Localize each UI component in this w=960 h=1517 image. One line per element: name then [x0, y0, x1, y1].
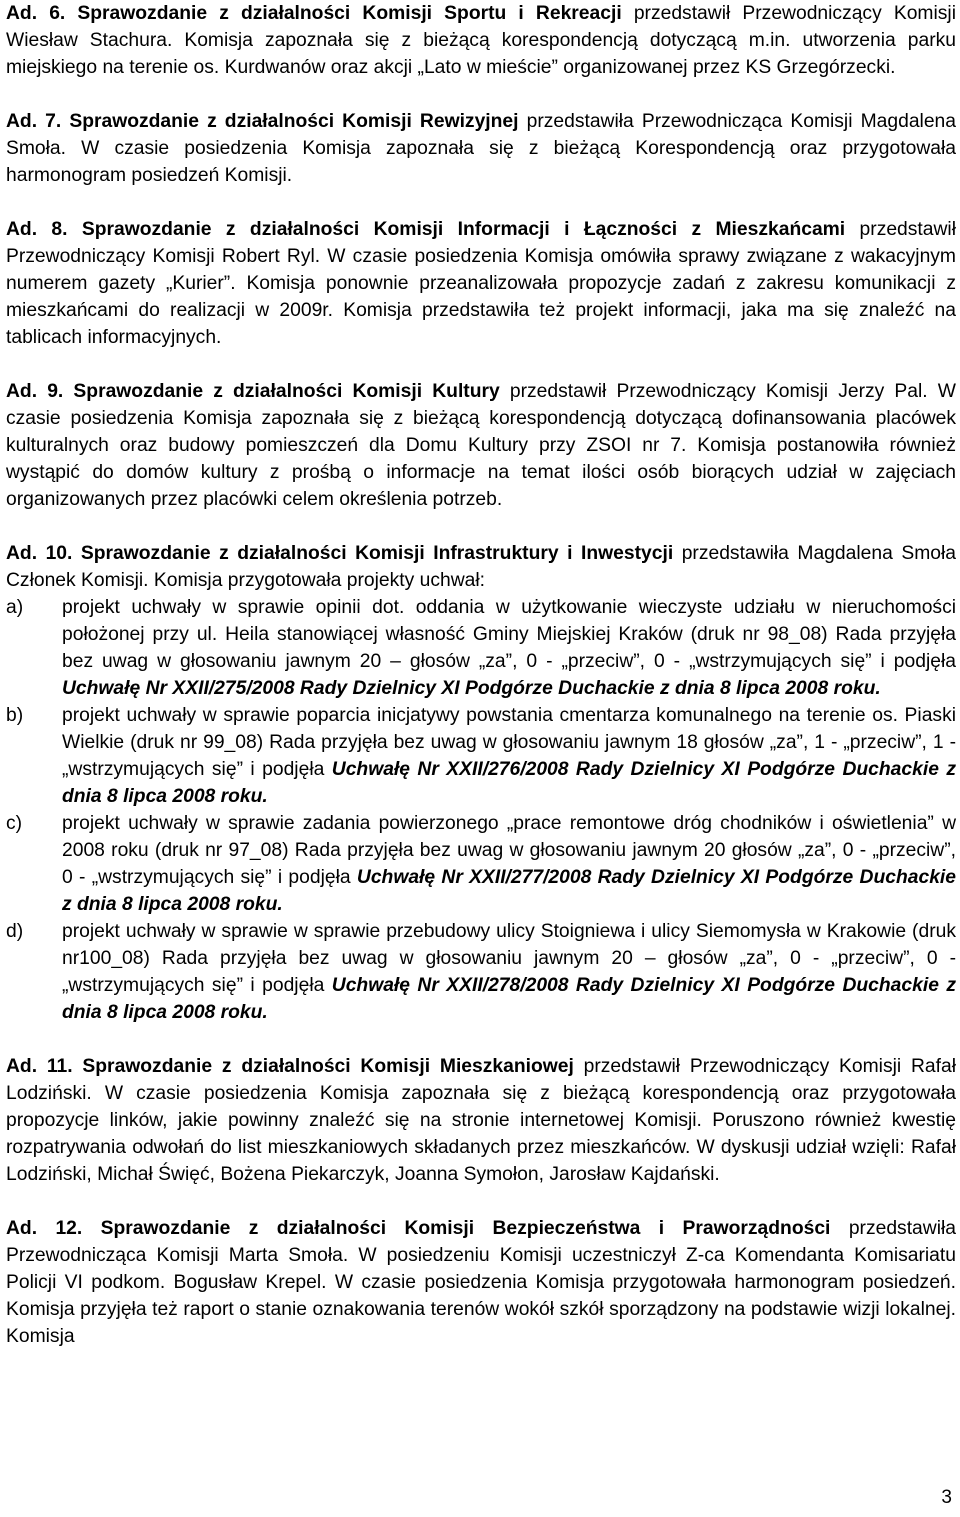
section-heading: Ad. 7. Sprawozdanie z działalności Komisji Rewizyjnej	[6, 111, 519, 132]
body-text: projekt uchwały w sprawie w sprawie przebudowy ulicy Stoigniewa i ulicy Siemomysła w Krakowie (druk nr100_08) Rada przyjęła bez uwag w głosowaniu jawnym 20 – głosów „za”, 0 - „przeciw”, 0 - „wstrzymujących się” i podjęła	[62, 921, 956, 996]
paragraph-spacer	[6, 513, 956, 540]
section-ad7	[6, 108, 956, 189]
resolution-reference: Uchwałę Nr XXII/276/2008 Rady Dzielnicy XI Podgórze Duchackie z dnia 8 lipca 2008 roku.	[62, 759, 956, 807]
list-item	[6, 594, 956, 702]
resolution-reference: Uchwałę Nr XXII/275/2008 Rady Dzielnicy XI Podgórze Duchackie z dnia 8 lipca 2008 roku.	[62, 678, 881, 699]
section-heading: Ad. 9. Sprawozdanie z działalności Komisji Kultury	[6, 381, 500, 402]
list-item-text	[62, 702, 956, 810]
list-marker: c)	[6, 813, 23, 834]
paragraph	[6, 1053, 956, 1188]
paragraph	[6, 540, 956, 594]
paragraph	[6, 0, 956, 81]
body-text: przedstawił Przewodniczący Komisji Wiesław Stachura. Komisja zapoznała się z bieżącą korespondencją dotyczącą m.in. utworzenia parku miejskiego na terenie os. Kurdwanów oraz akcji „Lato w mieście” organizowanej przez KS Grzegórzecki.	[6, 3, 956, 78]
section-ad12	[6, 1215, 956, 1350]
paragraph	[6, 378, 956, 513]
resolution-reference: Uchwałę Nr XXII/277/2008 Rady Dzielnicy XI Podgórze Duchackie z dnia 8 lipca 2008 roku.	[62, 867, 957, 915]
paragraph-spacer	[6, 351, 956, 378]
paragraph-spacer	[6, 189, 956, 216]
paragraph-spacer	[6, 1026, 956, 1053]
list-item	[6, 702, 956, 810]
paragraph-spacer	[6, 81, 956, 108]
body-text: projekt uchwały w sprawie opinii dot. oddania w użytkowanie wieczyste udziału w nieruchomości położonej przy ul. Heila stanowiącej własność Gminy Miejskiej Kraków (druk nr 98_08) Rada przyjęła bez uwag w głosowaniu jawnym 20 – głosów „za”, 0 - „przeciw”, 0 - „wstrzymujących się” i podjęła	[62, 597, 956, 672]
paragraph-spacer	[6, 1188, 956, 1215]
body-text: przedstawił Przewodniczący Komisji Robert Ryl. W czasie posiedzenia Komisja omówiła sprawy związane z wakacyjnym numerem gazety „Kurier”. Komisja ponownie przeanalizowała propozycje zadań z zakresu komunikacji z mieszkańcami do realizacji w 2009r. Komisja przedstawiła też projekt informacji, jaka ma się znaleźć na tablicach informacyjnych.	[6, 219, 956, 348]
body-text: przedstawił Przewodniczący Komisji Jerzy Pal. W czasie posiedzenia Komisja zapoznała się z bieżącą korespondencją dotyczącą dofinansowania placówek kulturalnych oraz budowy pomieszczeń dla Domu Kultury przy ZSOI nr 7. Komisja postanowiła również wystąpić do domów kultury z prośbą o informacje na temat ilości osób biorących udział w zajęciach organizowanych przez placówki celem określenia potrzeb.	[6, 381, 956, 510]
list-marker: d)	[6, 921, 24, 942]
list-marker: a)	[6, 597, 24, 618]
section-heading: Ad. 6. Sprawozdanie z działalności Komisji Sportu i Rekreacji	[6, 3, 622, 24]
list-item-text	[62, 918, 956, 1026]
section-ad6	[6, 0, 956, 81]
section-heading: Ad. 12. Sprawozdanie z działalności Komisji Bezpieczeństwa i Praworządności	[6, 1218, 831, 1239]
body-text: przedstawiła Przewodnicząca Komisji Magdalena Smoła. W czasie posiedzenia Komisja zapoznała się z bieżącą Korespondencją oraz przygotowała harmonogram posiedzeń Komisji.	[6, 111, 956, 186]
paragraph	[6, 216, 956, 351]
document-page	[6, 0, 956, 1350]
body-text: przedstawiła Przewodnicząca Komisji Marta Smoła. W posiedzeniu Komisji uczestniczył Z-ca Komendanta Komisariatu Policji VI podkom. Bogusław Krepel. W czasie posiedzenia Komisja przygotowała harmonogram posiedzeń. Komisja przyjęła też raport o stanie oznakowania terenów wokół szkół sporządzony na podstawie wizji lokalnej. Komisja	[6, 1218, 956, 1347]
list-marker: b)	[6, 705, 24, 726]
list-item-text	[62, 594, 956, 702]
section-heading: Ad. 8. Sprawozdanie z działalności Komisji Informacji i Łączności z Mieszkańcami	[6, 219, 846, 240]
body-text: projekt uchwały w sprawie poparcia inicjatywy powstania cmentarza komunalnego na terenie os. Piaski Wielkie (druk nr 99_08) Rada przyjęła bez uwag w głosowaniu jawnym 18 głosów „za”, 1 - „przeciw”, 1 - „wstrzymujących się” i podjęła	[62, 705, 956, 780]
resolution-list	[6, 594, 956, 1026]
section-heading: Ad. 10. Sprawozdanie z działalności Komisji Infrastruktury i Inwestycji	[6, 543, 674, 564]
paragraph	[6, 108, 956, 189]
resolution-reference: Uchwałę Nr XXII/278/2008 Rady Dzielnicy XI Podgórze Duchackie z dnia 8 lipca 2008 roku.	[62, 975, 956, 1023]
body-text: przedstawił Przewodniczący Komisji Rafał Lodziński. W czasie posiedzenia Komisja zapoznała się z bieżącą korespondencją oraz przygotowała propozycje linków, jakie powinny znaleźć się na stronie internetowej Komisji. Poruszono również kwestię rozpatrywania odwołań do list mieszkaniowych składanych przez mieszkańców. W dyskusji udział wzięli: Rafał Lodziński, Michał Święć, Bożena Piekarczyk, Joanna Symołon, Jarosław Kajdański.	[6, 1056, 956, 1185]
section-ad10	[6, 540, 956, 1026]
paragraph	[6, 1215, 956, 1350]
body-text: projekt uchwały w sprawie zadania powierzonego „prace remontowe dróg chodników i oświetlenia” w 2008 roku (druk nr 97_08) Rada przyjęła bez uwag w głosowaniu jawnym 20 głosów „za”, 0 - „przeciw”, 0 - „wstrzymujących się” i podjęła	[62, 813, 956, 888]
body-text: przedstawiła Magdalena Smoła Członek Komisji. Komisja przygotowała projekty uchwał:	[6, 543, 956, 591]
section-ad8	[6, 216, 956, 351]
section-ad9	[6, 378, 956, 513]
list-item	[6, 918, 956, 1026]
section-heading: Ad. 11. Sprawozdanie z działalności Komisji Mieszkaniowej	[6, 1056, 574, 1077]
document-body	[6, 0, 956, 1350]
section-ad11	[6, 1053, 956, 1188]
list-item	[6, 810, 956, 918]
list-item-text	[62, 810, 956, 918]
page-number: 3	[941, 1487, 952, 1508]
